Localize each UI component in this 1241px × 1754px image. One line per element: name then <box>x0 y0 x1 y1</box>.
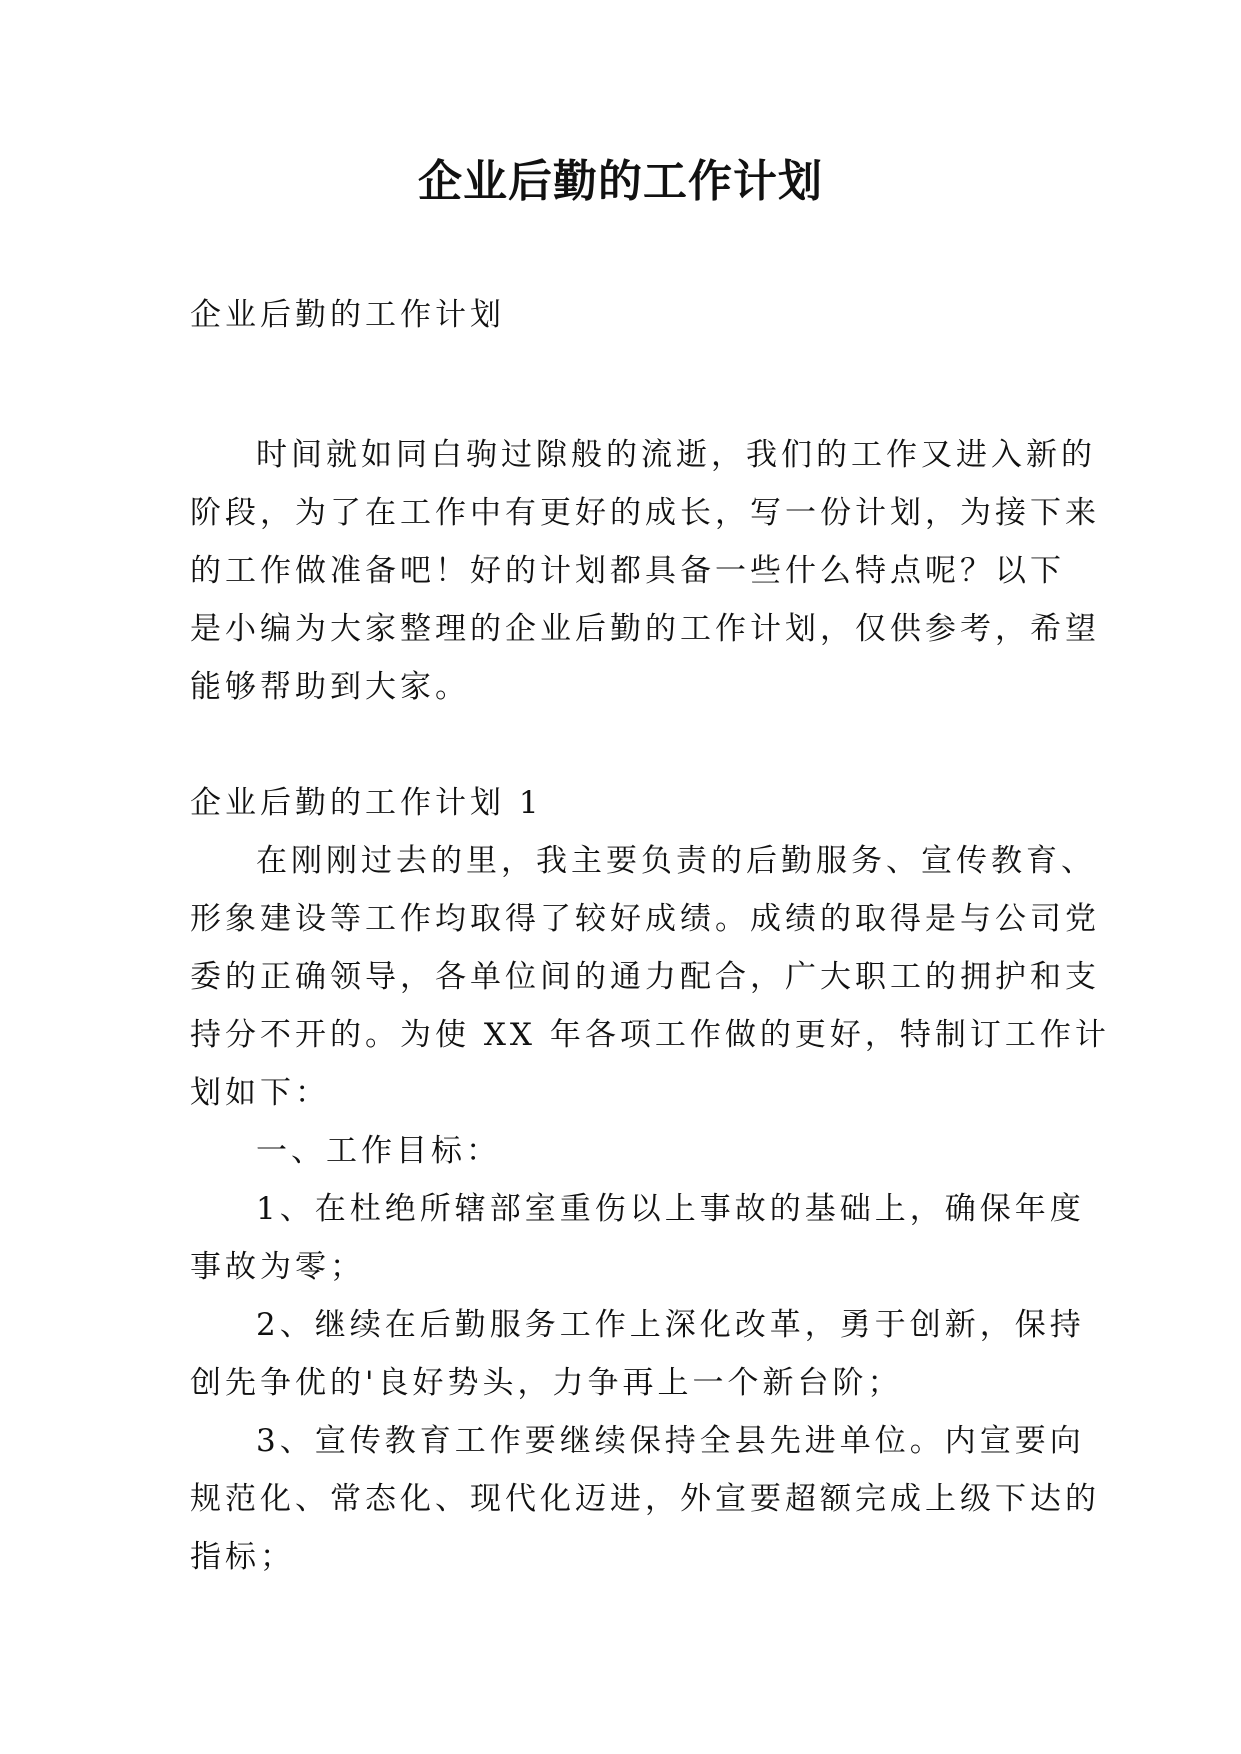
section-line-4: 持分不开的。为使 XX 年各项工作做的更好，特制订工作计 <box>190 1017 1110 1053</box>
document-title: 企业后勤的工作计划 <box>418 156 823 207</box>
goal-2-line-2: 创先争优的'良好势头，力争再上一个新台阶； <box>190 1365 903 1401</box>
goal-1-line-1: 1、在杜绝所辖部室重伤以上事故的基础上，确保年度 <box>256 1191 1085 1227</box>
intro-line-5: 能够帮助到大家。 <box>190 669 470 705</box>
goals-heading: 一、工作目标： <box>256 1133 501 1169</box>
section-line-1: 在刚刚过去的里，我主要负责的后勤服务、宣传教育、 <box>256 843 1096 879</box>
paragraph-gap <box>190 344 1060 426</box>
goal-2-line-1: 2、继续在后勤服务工作上深化改革，勇于创新，保持 <box>256 1307 1085 1343</box>
goal-item-3 <box>190 1412 1100 1586</box>
intro-line-4: 是小编为大家整理的企业后勤的工作计划，仅供参考，希望 <box>190 611 1100 647</box>
goal-item-2 <box>190 1296 1085 1412</box>
goal-3-line-2: 规范化、常态化、现代化迈进，外宣要超额完成上级下达的 <box>190 1481 1100 1517</box>
section-paragraph <box>190 832 1110 1122</box>
goal-1-line-2: 事故为零； <box>190 1249 365 1285</box>
section-line-3: 委的正确领导，各单位间的通力配合，广大职工的拥护和支 <box>190 959 1100 995</box>
section-line-5: 划如下： <box>190 1075 330 1111</box>
section-line-2: 形象建设等工作均取得了较好成绩。成绩的取得是与公司党 <box>190 901 1100 937</box>
goal-item-1 <box>190 1180 1085 1296</box>
intro-line-1: 时间就如同白驹过隙般的流逝，我们的工作又进入新的 <box>256 437 1096 473</box>
intro-paragraph <box>190 426 1100 716</box>
intro-line-3: 的工作做准备吧！好的计划都具备一些什么特点呢？以下 <box>190 553 1065 589</box>
goal-3-line-1: 3、宣传教育工作要继续保持全县先进单位。内宣要向 <box>256 1423 1085 1459</box>
paragraph-gap <box>190 716 1060 774</box>
section-heading: 企业后勤的工作计划 1 <box>190 785 543 821</box>
document-subtitle: 企业后勤的工作计划 <box>190 297 505 333</box>
document-body <box>190 286 1110 1586</box>
goal-3-line-3: 指标； <box>190 1539 295 1575</box>
intro-line-2: 阶段，为了在工作中有更好的成长，写一份计划，为接下来 <box>190 495 1100 531</box>
